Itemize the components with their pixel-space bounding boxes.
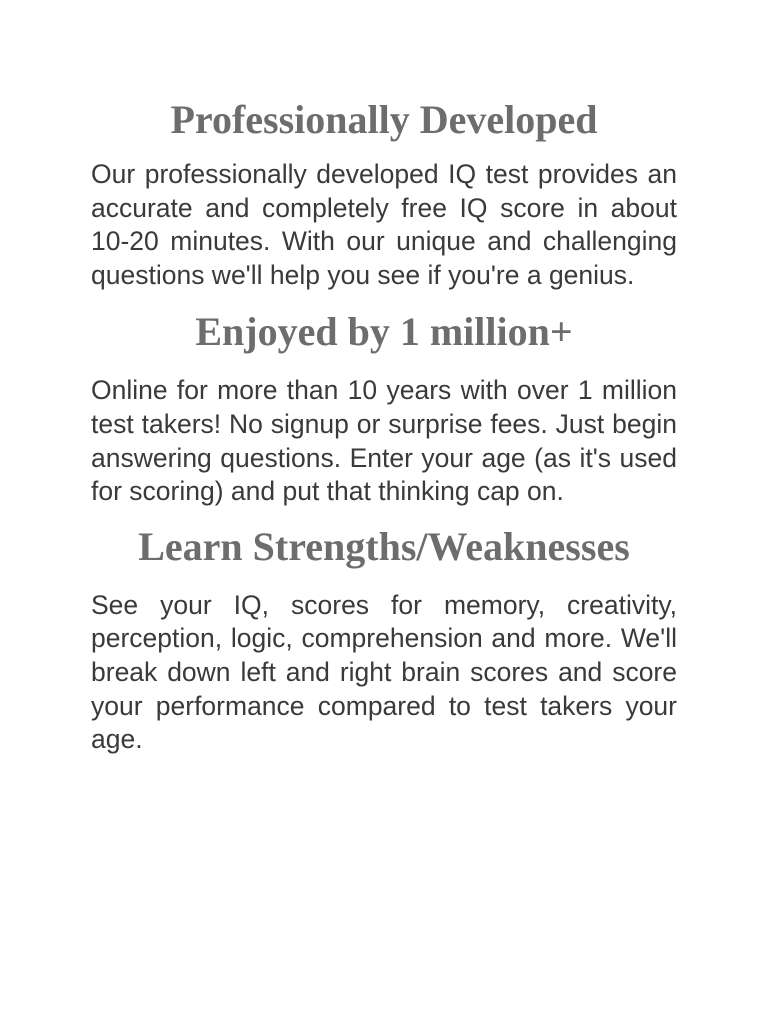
section-heading-strengths-weaknesses: Learn Strengths/Weaknesses [138,523,630,569]
section-heading-enjoyed: Enjoyed by 1 million+ [195,309,573,355]
section-heading-professionally-developed: Professionally Developed [170,97,598,142]
section-body-enjoyed: Online for more than 10 years with over 1 million test takers! No signup or surprise fees. Just begin answering questions. Enter your age (as it's used for scoring) and put that thinking cap on. [91,375,677,507]
section-body-strengths-weaknesses: See your IQ, scores for memory, creativity, perception, logic, comprehension and more. We'll break down left and right brain scores and score your performance compared to test takers your age. [91,589,677,755]
document-page [91,96,677,757]
section-body-professionally-developed: Our professionally developed IQ test provides an accurate and completely free IQ score in about 10-20 minutes. With our unique and challenging questions we'll help you see if you're a genius. [91,159,677,290]
